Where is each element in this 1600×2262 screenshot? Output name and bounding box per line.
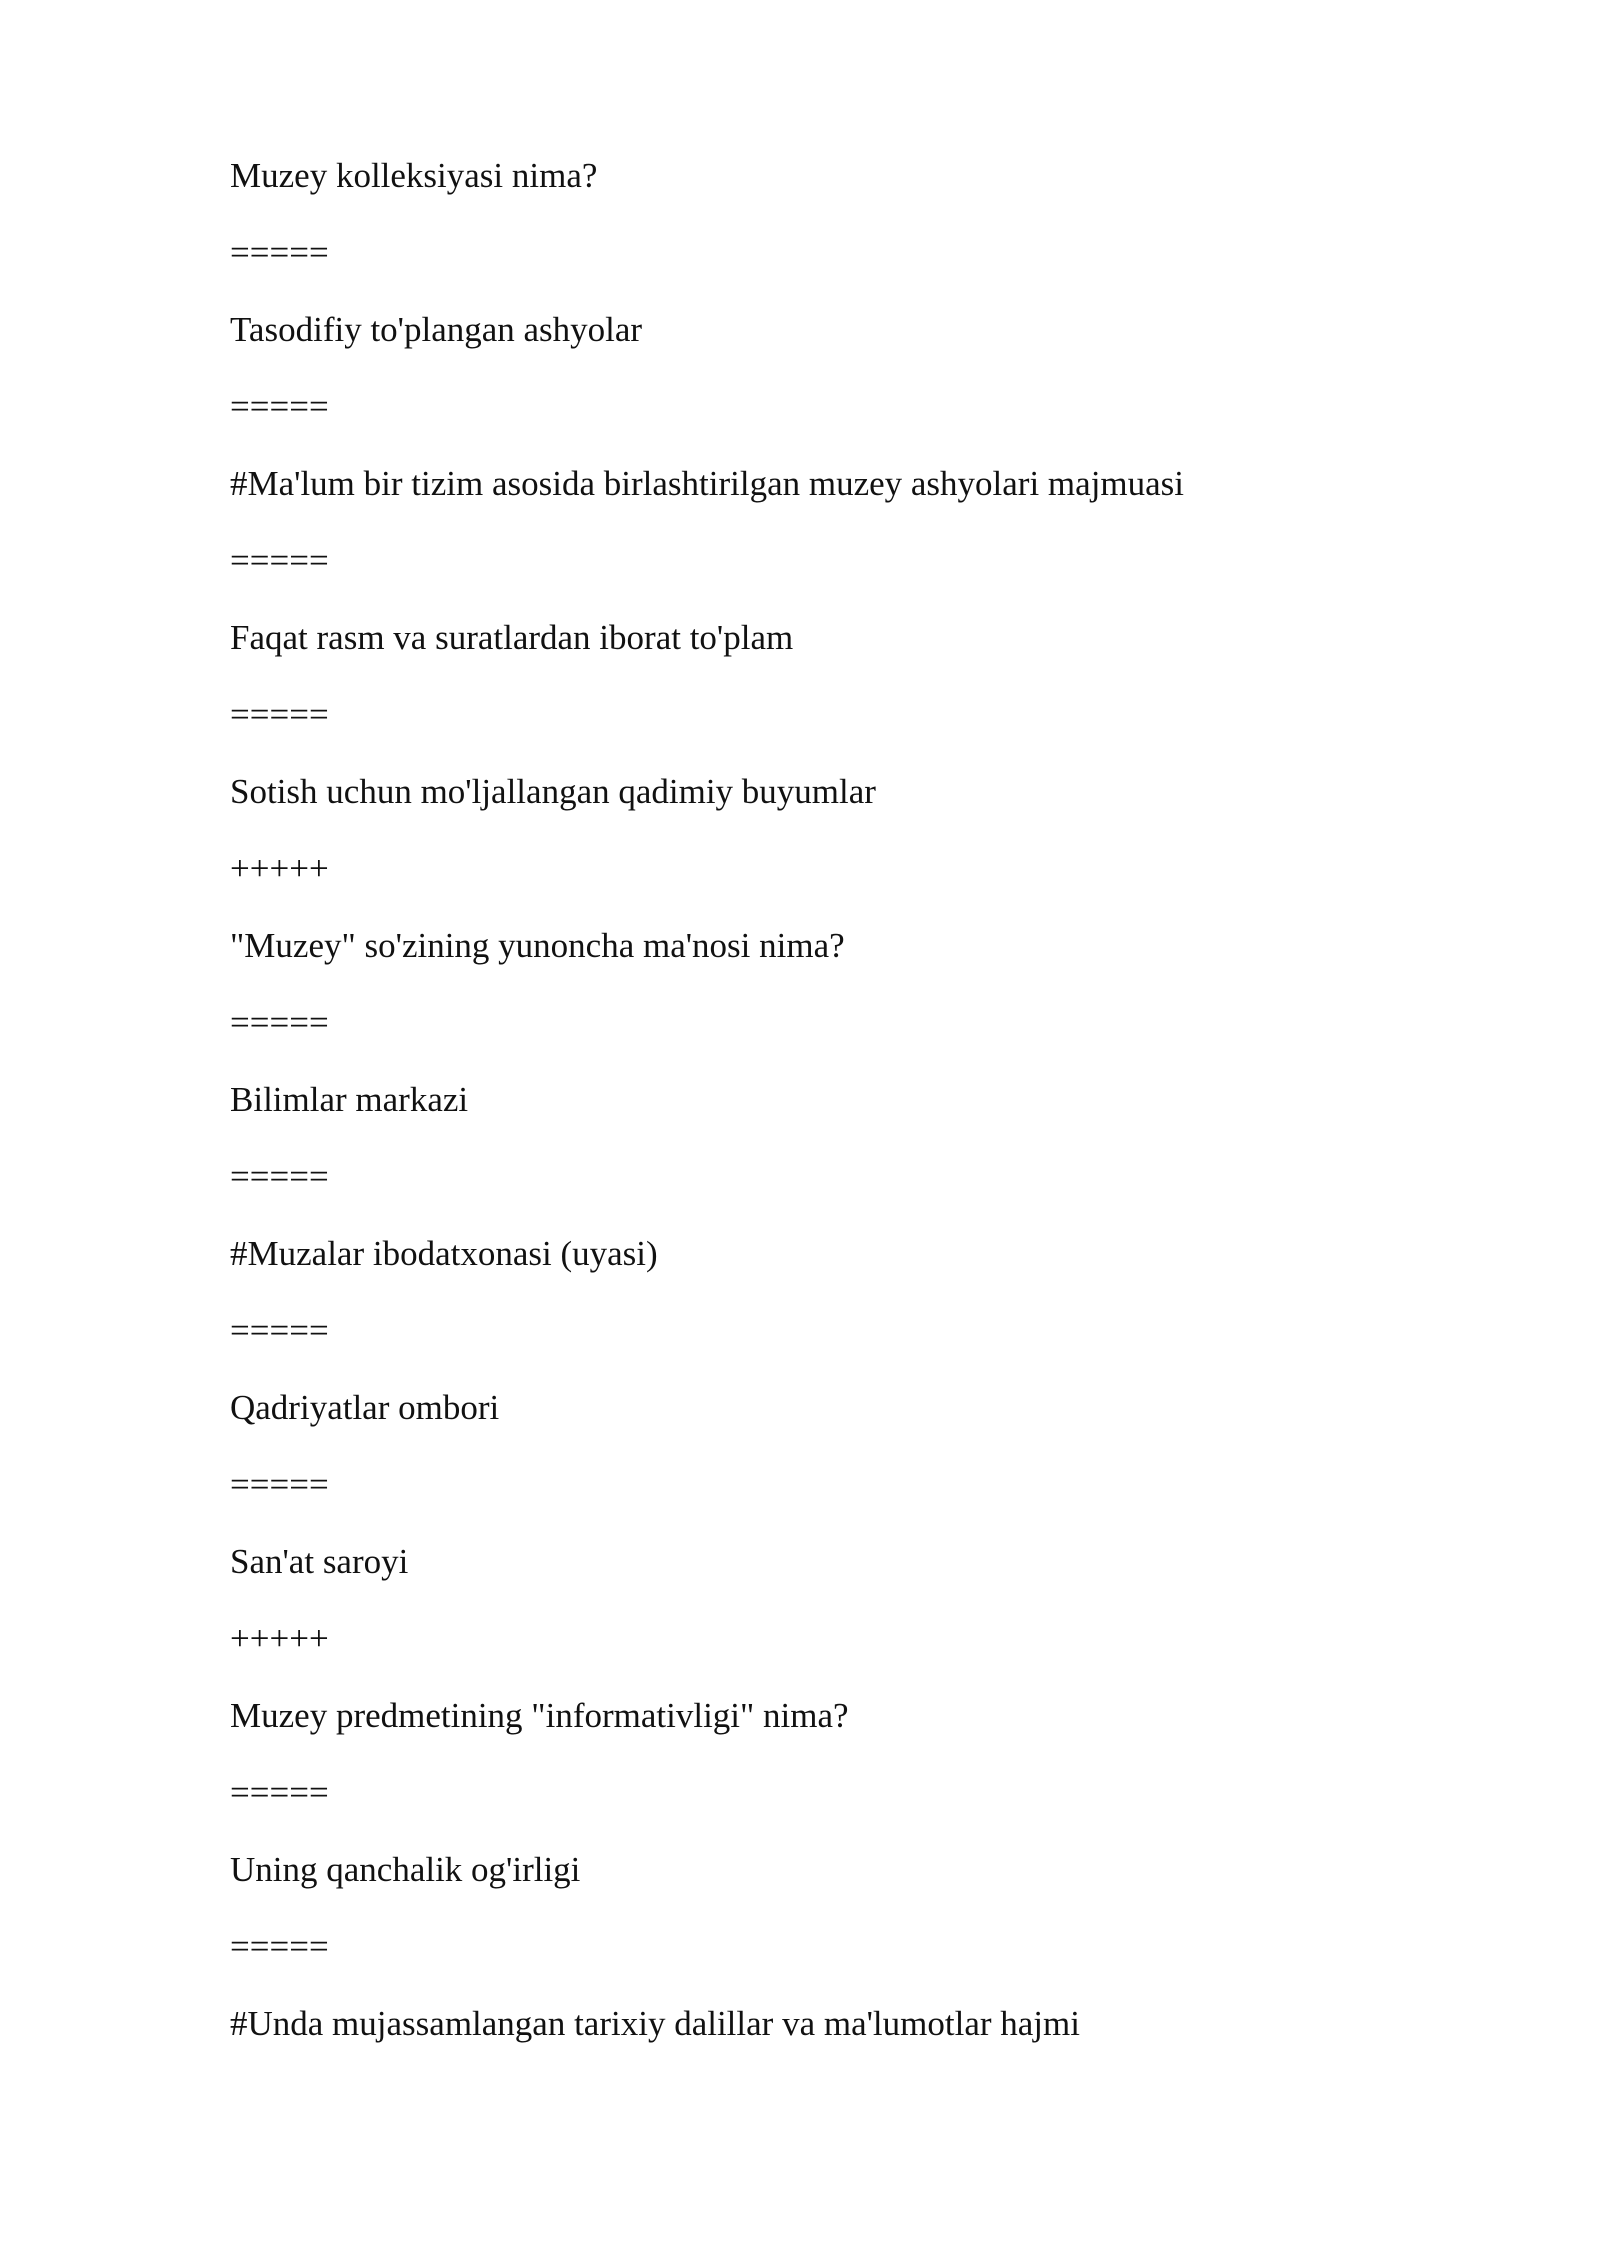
correct-answer-option: #Muzalar ibodatxonasi (uyasi) (230, 1234, 658, 1273)
option-separator: ===== (230, 387, 329, 426)
option-separator: ===== (230, 541, 329, 580)
answer-option: Faqat rasm va suratlardan iborat to'plam (230, 618, 794, 657)
answer-option: Bilimlar markazi (230, 1080, 469, 1119)
answer-option: San'at saroyi (230, 1542, 409, 1581)
option-separator: ===== (230, 1311, 329, 1350)
question-text: Muzey predmetining "informativligi" nima? (230, 1696, 849, 1735)
question-separator: +++++ (230, 1619, 329, 1658)
option-separator: ===== (230, 233, 329, 272)
answer-option: Tasodifiy to'plangan ashyolar (230, 310, 643, 349)
option-separator: ===== (230, 1003, 329, 1042)
option-separator: ===== (230, 1465, 329, 1504)
option-separator: ===== (230, 1773, 329, 1812)
question-separator: +++++ (230, 849, 329, 888)
question-text: Muzey kolleksiyasi nima? (230, 156, 598, 195)
question-text: "Muzey" so'zining yunoncha ma'nosi nima? (230, 926, 845, 965)
document-text-body (230, 152, 1530, 2077)
answer-option: Qadriyatlar ombori (230, 1388, 500, 1427)
option-separator: ===== (230, 1927, 329, 1966)
option-separator: ===== (230, 695, 329, 734)
correct-answer-option: #Ma'lum bir tizim asosida birlashtirilgan muzey ashyolari majmuasi (230, 464, 1185, 503)
correct-answer-option: #Unda mujassamlangan tarixiy dalillar va ma'lumotlar hajmi (230, 2004, 1080, 2043)
answer-option: Uning qanchalik og'irligi (230, 1850, 581, 1889)
answer-option: Sotish uchun mo'ljallangan qadimiy buyumlar (230, 772, 876, 811)
option-separator: ===== (230, 1157, 329, 1196)
